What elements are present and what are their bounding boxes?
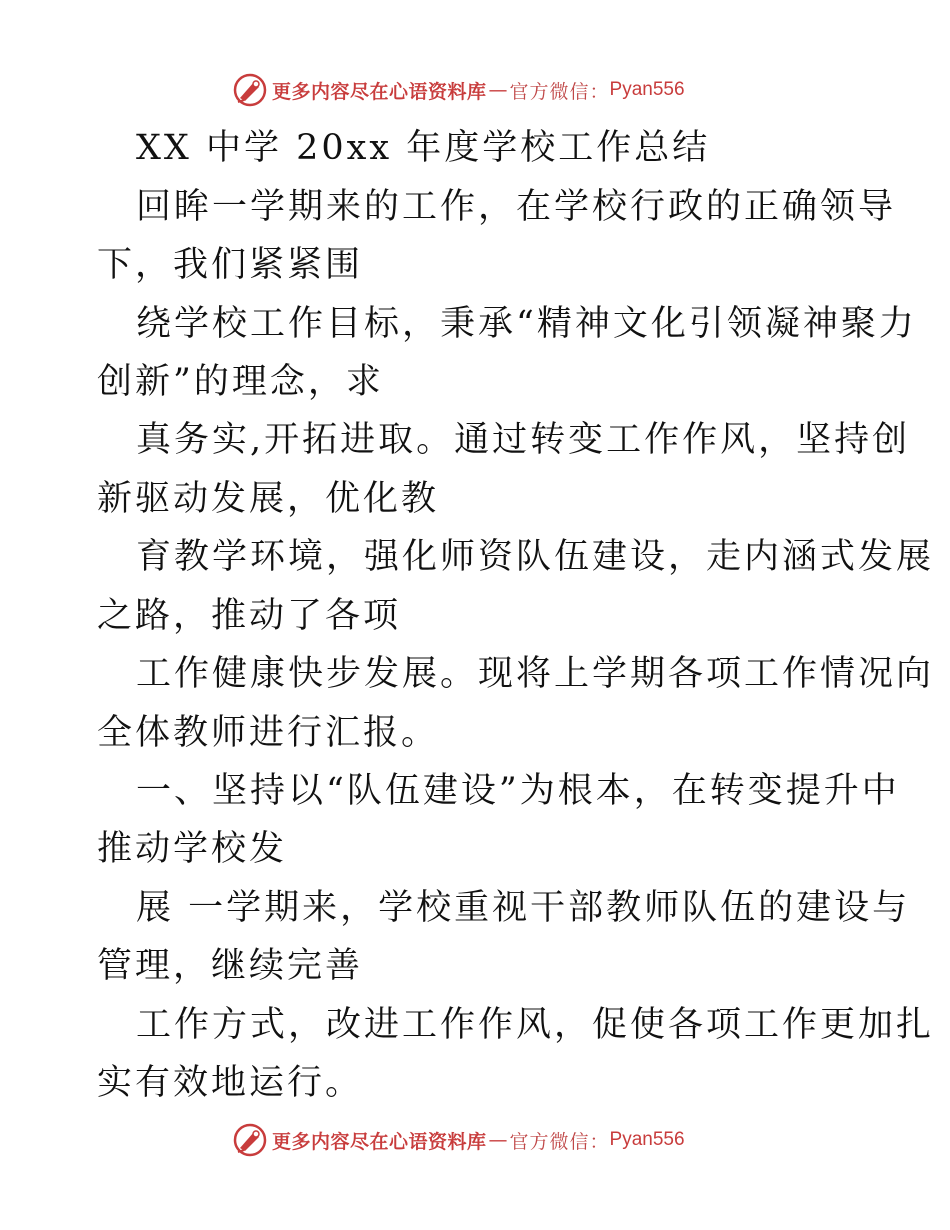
logo-icon [232, 1122, 268, 1158]
paragraph-line: 全体教师进行汇报。 [97, 713, 440, 753]
paragraph-line: 之路，推动了各项 [97, 596, 402, 636]
banner-wechat-id: Pyan556 [609, 79, 685, 100]
header-watermark-banner [232, 72, 685, 108]
banner-text: 更多内容尽在心语资料库 [272, 1130, 487, 1153]
paragraph-line: 绕学校工作目标，秉承“精神文化引领凝神聚力 [136, 304, 917, 344]
banner-separator: — [488, 1129, 508, 1151]
paragraph-line: 新驱动发展，优化教 [97, 479, 440, 519]
document-title: XX 中学 20xx 年度学校工作总结 [136, 128, 711, 168]
paragraph-line: 育教学环境，强化师资队伍建设，走内涵式发展 [136, 537, 935, 577]
paragraph-line: 实有效地运行。 [97, 1063, 364, 1103]
paragraph-line: 回眸一学期来的工作，在学校行政的正确领导 [136, 187, 897, 227]
section-heading-line: 推动学校发 [97, 829, 288, 869]
banner-text: 更多内容尽在心语资料库 [272, 80, 487, 103]
section-heading-line: 一、坚持以“队伍建设”为根本，在转变提升中 [136, 771, 900, 811]
paragraph-line: 真务实,开拓进取。通过转变工作作风，坚持创 [136, 420, 911, 460]
footer-watermark-banner [232, 1122, 685, 1158]
paragraph-line: 管理，继续完善 [97, 946, 364, 986]
paragraph-line: 下，我们紧紧围 [97, 245, 364, 285]
banner-wechat-id: Pyan556 [609, 1129, 685, 1150]
logo-icon [232, 72, 268, 108]
paragraph-line: 创新”的理念，求 [97, 362, 384, 402]
banner-wechat-label: 官方微信： [509, 80, 610, 103]
paragraph-line: 展 一学期来，学校重视干部教师队伍的建设与 [136, 888, 911, 928]
paragraph-line: 工作健康快步发展。现将上学期各项工作情况向 [136, 654, 935, 694]
paragraph-line: 工作方式，改进工作作风，促使各项工作更加扎 [136, 1005, 935, 1045]
banner-wechat-label: 官方微信： [509, 1130, 610, 1153]
banner-separator: — [488, 79, 508, 101]
